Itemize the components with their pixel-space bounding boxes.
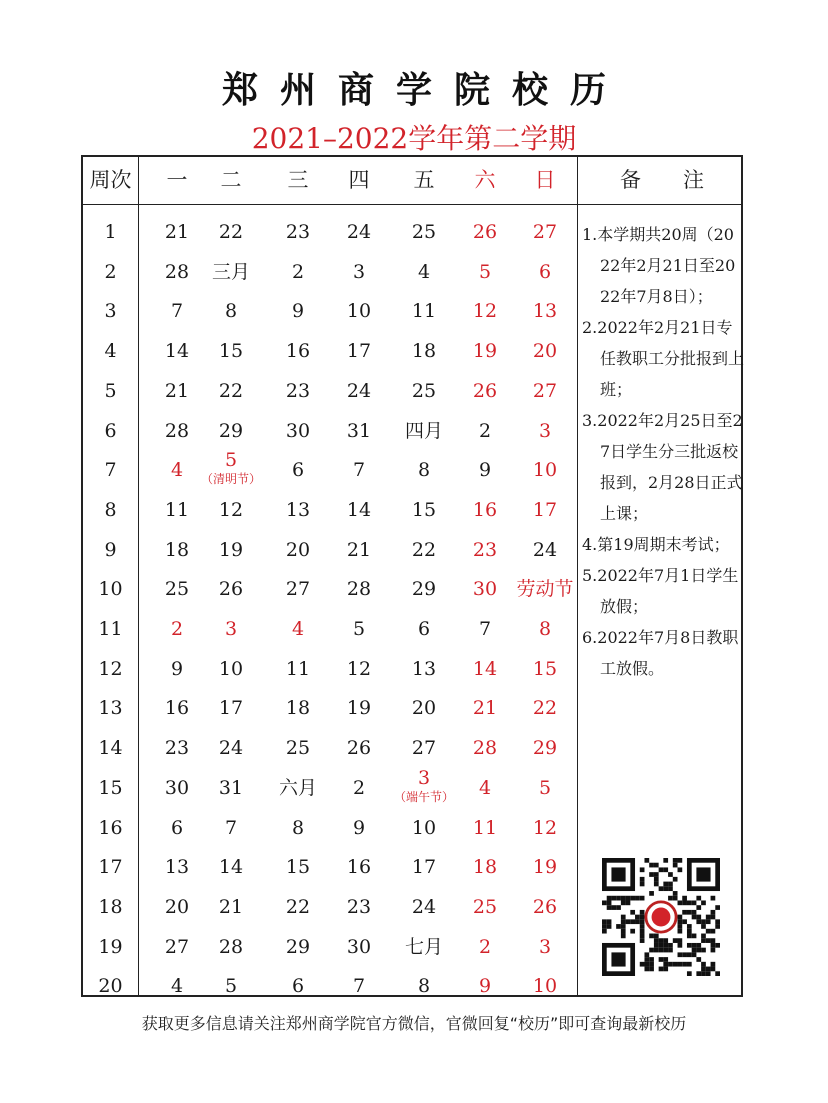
date-cell: 2	[352, 776, 366, 799]
week-number: 17	[98, 856, 123, 879]
date-cell: 29	[411, 578, 437, 601]
date-cell: 15	[411, 498, 437, 521]
date-cell: 25	[411, 379, 437, 402]
date-cell: 31	[218, 776, 244, 799]
date-cell: 22	[532, 697, 558, 720]
date-cell: 28	[164, 419, 190, 442]
date-cell: 10	[346, 300, 372, 323]
date-cell: 17	[411, 856, 437, 879]
date-cell: 19	[532, 856, 558, 879]
date-cell: 27	[411, 737, 437, 760]
date-cell: 19	[346, 697, 372, 720]
footer-note: 获取更多信息请关注郑州商学院官方微信，官微回复“校历”即可查询最新校历	[141, 1014, 687, 1033]
week-number: 19	[98, 935, 123, 958]
date-cell: 8	[538, 618, 552, 640]
date-cell: 5	[478, 260, 492, 283]
day-header-6: 六	[474, 168, 496, 192]
week-number: 12	[98, 657, 123, 680]
date-cell: 15	[218, 340, 244, 363]
date-cell: 22	[285, 895, 311, 918]
note-item: 4.第19周期末考试；	[582, 535, 730, 554]
week-number: 3	[104, 300, 117, 323]
date-cell: 9	[478, 975, 492, 998]
date-cell: 4	[170, 459, 184, 482]
date-cell: 7	[352, 975, 366, 998]
notes-column-divider	[577, 157, 578, 995]
date-cell: 7	[170, 300, 184, 323]
day-header-4: 四	[348, 168, 370, 192]
note-item: 6.2022年7月8日教职工放假。	[582, 628, 739, 678]
date-cell: 25	[411, 221, 437, 243]
date-cell: 9	[291, 300, 305, 323]
date-cell: 10	[532, 975, 558, 998]
date-cell: 23	[164, 737, 190, 760]
date-cell: 21	[472, 697, 498, 720]
date-cell: 3	[538, 935, 552, 958]
date-cell: 27	[285, 578, 311, 601]
holiday-label: （端午节）	[393, 789, 454, 804]
date-cell: 17	[346, 340, 372, 363]
date-cell: 23	[285, 379, 311, 402]
week-number: 7	[104, 459, 117, 482]
date-cell: 29	[532, 737, 558, 760]
date-cell: 6	[291, 975, 305, 998]
date-cell: 4	[170, 975, 184, 998]
day-header-1: 一	[166, 168, 188, 192]
note-item: 5.2022年7月1日学生放假；	[582, 566, 739, 616]
date-cell: 8	[291, 816, 305, 839]
date-cell: 2	[170, 618, 184, 640]
date-cell: 6	[170, 816, 184, 839]
date-cell: 3	[352, 260, 366, 283]
date-cell: 26	[218, 578, 244, 601]
date-cell: 六月	[278, 776, 317, 799]
date-cell: 28	[164, 260, 190, 283]
date-cell: 12	[532, 816, 558, 839]
date-cell: 12	[346, 657, 372, 680]
date-cell: 10	[218, 657, 244, 680]
date-cell: 22	[218, 379, 244, 402]
date-cell: 5	[352, 618, 366, 640]
week-number: 13	[98, 697, 123, 720]
date-cell: 18	[472, 856, 498, 879]
date-cell: 9	[478, 459, 492, 482]
date-cell: 26	[532, 895, 558, 918]
header-divider	[83, 204, 741, 205]
date-cell: 13	[411, 657, 437, 680]
semester-subtitle: 2021–2022学年第二学期	[251, 122, 577, 155]
date-cell: 9	[352, 816, 366, 839]
note-item: 3.2022年2月25日至27日学生分三批返校报到，2月28日正式上课；	[582, 411, 743, 523]
date-cell: 25	[472, 895, 498, 918]
date-cell: 14	[346, 498, 372, 521]
date-cell: 20	[164, 895, 190, 918]
date-cell: 24	[218, 737, 244, 760]
date-cell: 4	[417, 260, 431, 283]
date-cell: 16	[164, 697, 190, 720]
date-cell: 27	[532, 379, 558, 402]
date-cell: 26	[346, 737, 372, 760]
date-cell: 2	[478, 935, 492, 958]
date-cell: 23	[346, 895, 372, 918]
date-cell: 21	[218, 895, 244, 918]
page-title: 郑州商学院校历	[221, 70, 628, 111]
date-cell: 17	[218, 697, 244, 720]
date-cell: 30	[285, 419, 311, 442]
date-cell: 3	[224, 618, 238, 640]
date-cell: 20	[532, 340, 558, 363]
date-cell: 14	[218, 856, 244, 879]
week-number: 5	[104, 379, 117, 402]
date-cell: 7	[224, 816, 238, 839]
date-cell: 10	[532, 459, 558, 482]
date-cell: 七月	[404, 935, 443, 958]
week-number: 2	[104, 260, 117, 283]
date-cell: 23	[285, 221, 311, 243]
date-cell: 30	[164, 776, 190, 799]
date-cell: 21	[164, 221, 190, 243]
date-cell: 20	[285, 538, 311, 561]
date-cell: 11	[411, 300, 437, 323]
date-cell: 15	[532, 657, 558, 680]
date-cell: 28	[218, 935, 244, 958]
qr-code-icon	[602, 858, 720, 976]
date-cell: 28	[346, 578, 372, 601]
date-cell: 29	[285, 935, 311, 958]
day-header-2: 二	[220, 168, 242, 192]
date-cell: 10	[411, 816, 437, 839]
date-cell: 24	[411, 895, 437, 918]
date-cell: 8	[417, 975, 431, 998]
date-cell: 21	[164, 379, 190, 402]
date-cell: 13	[532, 300, 558, 323]
date-cell: 3	[538, 419, 552, 442]
date-cell: 27	[164, 935, 190, 958]
date-cell: 12	[218, 498, 244, 521]
date-cell: 6	[417, 618, 431, 640]
date-cell: 25	[164, 578, 190, 601]
date-cell: 9	[170, 657, 184, 680]
date-cell: 26	[472, 221, 498, 243]
date-cell: 5	[224, 449, 238, 472]
date-cell: 29	[218, 419, 244, 442]
date-cell: 24	[346, 379, 372, 402]
week-number: 4	[104, 340, 117, 363]
week-number: 16	[98, 816, 123, 839]
date-cell: 18	[164, 538, 190, 561]
date-cell: 22	[218, 221, 244, 243]
date-cell: 24	[346, 221, 372, 243]
date-cell: 5	[224, 975, 238, 998]
date-cell: 16	[472, 498, 498, 521]
week-number: 11	[98, 618, 123, 640]
week-number: 20	[98, 975, 123, 998]
date-cell: 13	[285, 498, 311, 521]
date-cell: 7	[478, 618, 492, 640]
date-cell: 13	[164, 856, 190, 879]
calendar-table	[81, 155, 743, 997]
week-number: 1	[104, 221, 117, 243]
date-cell: 28	[472, 737, 498, 760]
week-number: 15	[98, 776, 123, 799]
date-cell: 7	[352, 459, 366, 482]
date-cell: 11	[285, 657, 311, 680]
date-cell: 三月	[211, 260, 250, 283]
date-cell: 劳动节	[516, 578, 574, 601]
date-cell: 17	[532, 498, 558, 521]
date-cell: 四月	[404, 419, 443, 442]
date-cell: 4	[291, 618, 305, 640]
date-cell: 6	[538, 260, 552, 283]
date-cell: 8	[224, 300, 238, 323]
date-cell: 8	[417, 459, 431, 482]
date-cell: 11	[164, 498, 190, 521]
date-cell: 25	[285, 737, 311, 760]
date-cell: 2	[291, 260, 305, 283]
holiday-label: （清明节）	[200, 472, 261, 487]
note-item: 1.本学期共20周（2022年2月21日至2022年7月8日）；	[582, 225, 736, 306]
date-cell: 20	[411, 697, 437, 720]
date-cell: 19	[472, 340, 498, 363]
date-cell: 5	[538, 776, 552, 799]
week-header: 周次	[89, 168, 132, 192]
date-cell: 6	[291, 459, 305, 482]
date-cell: 26	[472, 379, 498, 402]
date-cell: 11	[472, 816, 498, 839]
date-cell: 14	[472, 657, 498, 680]
notes-panel	[582, 219, 744, 684]
week-number: 14	[98, 737, 123, 760]
week-number: 6	[104, 419, 117, 442]
date-cell: 16	[285, 340, 311, 363]
week-number: 10	[98, 578, 123, 601]
week-number: 9	[104, 538, 117, 561]
date-cell: 18	[285, 697, 311, 720]
date-cell: 2	[478, 419, 492, 442]
note-item: 2.2022年2月21日专任教职工分批报到上班；	[582, 318, 745, 399]
date-cell: 14	[164, 340, 190, 363]
date-cell: 22	[411, 538, 437, 561]
day-header-7: 日	[534, 168, 556, 192]
date-cell: 23	[472, 538, 498, 561]
date-cell: 15	[285, 856, 311, 879]
date-cell: 21	[346, 538, 372, 561]
date-cell: 30	[472, 578, 498, 601]
week-number: 8	[104, 498, 117, 521]
date-cell: 16	[346, 856, 372, 879]
week-number: 18	[98, 895, 123, 918]
week-column-divider	[138, 157, 139, 995]
date-cell: 31	[346, 419, 372, 442]
notes-header: 备 注	[620, 168, 704, 192]
day-header-3: 三	[287, 168, 309, 192]
date-cell: 4	[478, 776, 492, 799]
date-cell: 3	[417, 766, 431, 789]
date-cell: 18	[411, 340, 437, 363]
day-header-5: 五	[413, 168, 435, 192]
date-cell: 12	[472, 300, 498, 323]
date-cell: 27	[532, 221, 558, 243]
date-cell: 24	[532, 538, 558, 561]
date-cell: 19	[218, 538, 244, 561]
date-cell: 30	[346, 935, 372, 958]
